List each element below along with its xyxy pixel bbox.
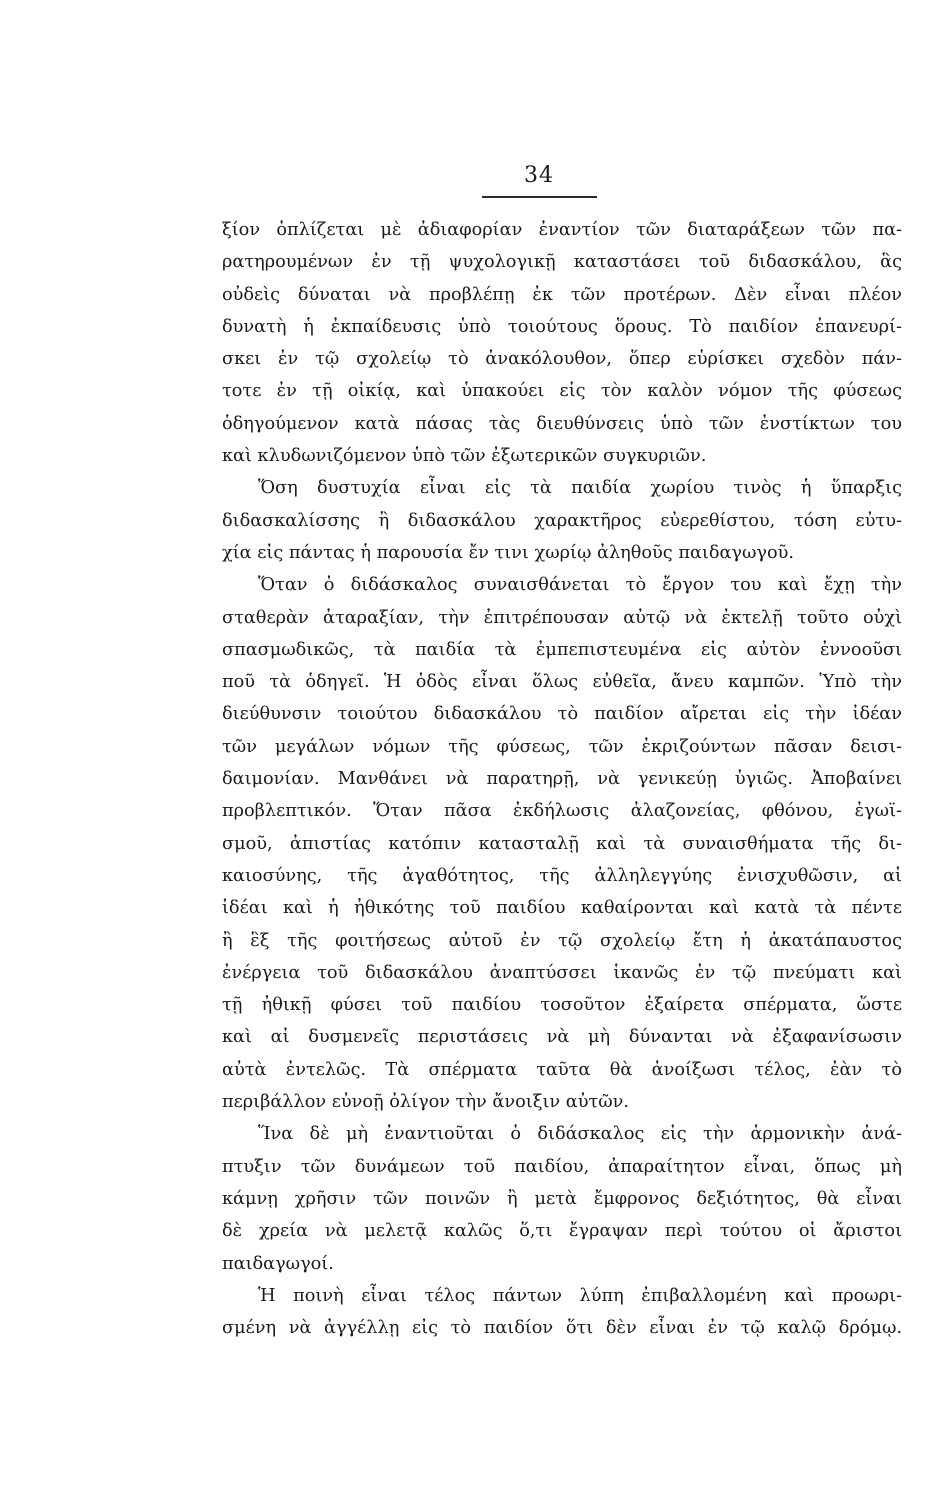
text-line: ποῦ τὰ ὁδηγεῖ. Ἡ ὁδὸς εἶναι ὅλως εὐθεῖα, ἄνευ καμπῶν. Ὑπὸ τὴν [222,672,902,693]
text-line: ἢ ἓξ τῆς φοιτήσεως αὐτοῦ ἐν τῷ σχολείῳ ἔτη ἡ ἀκατάπαυστος [222,930,902,951]
body-text [222,214,902,1344]
text-line: παιδαγωγοί. [222,1253,334,1274]
text-line: Ὅση δυστυχία εἶναι εἰς τὰ παιδία χωρίου τινὸς ἡ ὕπαρξις [258,478,902,499]
text-line: σπασμωδικῶς, τὰ παιδία τὰ ἐμπεπιστευμένα εἰς αὐτὸν ἐννοοῦσι [222,639,902,660]
text-line: προβλεπτικόν. Ὅταν πᾶσα ἐκδήλωσις ἀλαζονείας, φθόνου, ἐγωϊ- [222,801,902,822]
text-line: αὐτὰ ἐντελῶς. Τὰ σπέρματα ταῦτα θὰ ἀνοίξωσι τέλος, ἐὰν τὸ [222,1059,902,1080]
text-line: δυνατὴ ἡ ἐκπαίδευσις ὑπὸ τοιούτους ὅρους. Τὸ παιδίον ἐπανευρί- [222,316,902,337]
text-line: τοτε ἐν τῇ οἰκίᾳ, καὶ ὑπακούει εἰς τὸν καλὸν νόμον τῆς φύσεως [222,381,902,402]
text-line: πτυξιν τῶν δυνάμεων τοῦ παιδίου, ἀπαραίτητον εἶναι, ὅπως μὴ [222,1156,902,1177]
text-line: καιοσύνης, τῆς ἀγαθότητος, τῆς ἀλληλεγγύης ἐνισχυθῶσιν, αἱ [222,865,902,886]
text-line: διδασκαλίσσης ἢ διδασκάλου χαρακτῆρος εὐερεθίστου, τόση εὐτυ- [222,510,902,531]
text-line: ἰδέαι καὶ ἡ ἠθικότης τοῦ παιδίου καθαίρονται καὶ κατὰ τὰ πέντε [222,898,902,919]
text-line: διεύθυνσιν τοιούτου διδασκάλου τὸ παιδίον αἴρεται εἰς τὴν ἰδέαν [222,704,902,725]
text-line: τῇ ἠθικῇ φύσει τοῦ παιδίου τοσοῦτον ἐξαίρετα σπέρματα, ὥστε [222,995,902,1016]
page-number-rule [482,196,597,198]
text-line: Ὅταν ὁ διδάσκαλος συναισθάνεται τὸ ἔργον του καὶ ἔχῃ τὴν [258,575,902,596]
text-line: ξίον ὁπλίζεται μὲ ἀδιαφορίαν ἐναντίον τῶν διαταράξεων τῶν πα- [222,220,902,240]
text-line: τῶν μεγάλων νόμων τῆς φύσεως, τῶν ἐκριζούντων πᾶσαν δεισι- [222,736,902,757]
text-line: καὶ αἱ δυσμενεῖς περιστάσεις νὰ μὴ δύνανται νὰ ἐξαφανίσωσιν [222,1027,902,1048]
text-line: δὲ χρεία νὰ μελετᾷ καλῶς ὅ,τι ἔγραψαν περὶ τούτου οἱ ἄριστοι [222,1221,902,1242]
page-number: 34 [524,163,554,188]
text-line: κάμνῃ χρῆσιν τῶν ποινῶν ἢ μετὰ ἔμφρονος δεξιότητος, θὰ εἶναι [222,1188,902,1209]
text-line: περιβάλλον εὐνοῇ ὀλίγον τὴν ἄνοιξιν αὐτῶν. [222,1092,630,1113]
text-line: Ἵνα δὲ μὴ ἐναντιοῦται ὁ διδάσκαλος εἰς τὴν ἁρμονικὴν ἀνά- [258,1124,902,1145]
text-line: σταθερὰν ἀταραξίαν, τὴν ἐπιτρέπουσαν αὐτῷ νὰ ἐκτελῇ τοῦτο οὐχὶ [222,607,902,628]
text-line: Ἡ ποινὴ εἶναι τέλος πάντων λύπη ἐπιβαλλομένη καὶ προωρι- [258,1285,902,1306]
text-line: σμένη νὰ ἀγγέλλῃ εἰς τὸ παιδίον ὅτι δὲν εἶναι ἐν τῷ καλῷ δρόμῳ. [222,1318,902,1339]
text-line: ὁδηγούμενον κατὰ πάσας τὰς διευθύνσεις ὑπὸ τῶν ἐνστίκτων του [222,413,902,434]
text-line: δαιμονίαν. Μανθάνει νὰ παρατηρῇ, νὰ γενικεύῃ ὑγιῶς. Ἀποβαίνει [222,769,902,790]
text-line: σκει ἐν τῷ σχολείῳ τὸ ἀνακόλουθον, ὅπερ εὑρίσκει σχεδὸν πάν- [222,349,902,370]
text-line: σμοῦ, ἀπιστίας κατόπιν κατασταλῇ καὶ τὰ συναισθήματα τῆς δι- [222,833,902,854]
text-line: χία εἰς πάντας ἡ παρουσία ἔν τινι χωρίῳ ἀληθοῦς παιδαγωγοῦ. [222,542,795,563]
text-line: ἐνέργεια τοῦ διδασκάλου ἀναπτύσσει ἱκανῶς ἐν τῷ πνεύματι καὶ [222,962,902,983]
text-line: καὶ κλυδωνιζόμενον ὑπὸ τῶν ἐξωτερικῶν συγκυριῶν. [222,446,707,467]
text-line: οὐδεὶς δύναται νὰ προβλέπῃ ἐκ τῶν προτέρων. Δὲν εἶναι πλέον [222,284,902,305]
text-line: ρατηρουμένων ἐν τῇ ψυχολογικῇ καταστάσει τοῦ διδασκάλου, ἃς [222,252,902,273]
